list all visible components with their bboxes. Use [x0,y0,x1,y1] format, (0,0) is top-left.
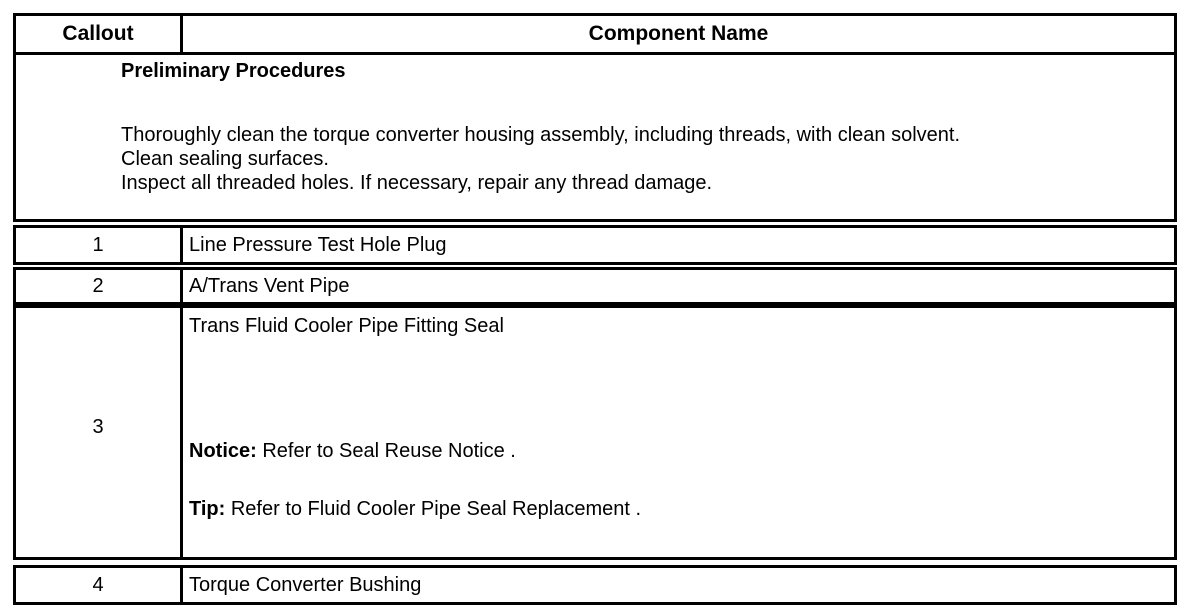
table-row-name: Line Pressure Test Hole Plug [180,225,1177,265]
table-row-callout: 3 [13,305,183,560]
preliminary-line: Inspect all threaded holes. If necessary, repair any thread damage. [121,172,713,194]
table-row-name: Trans Fluid Cooler Pipe Fitting Seal [189,315,504,337]
tip-text: Refer to Fluid Cooler Pipe Seal Replacement . [225,498,642,520]
notice-text: Refer to Seal Reuse Notice . [256,440,516,462]
tip-line [189,498,641,521]
table-row-callout: 1 [13,225,183,265]
preliminary-line: Thoroughly clean the torque converter housing assembly, including threads, with clean solvent. [121,124,960,146]
preliminary-line: Clean sealing surfaces. [121,148,329,170]
table-row-name: Torque Converter Bushing [180,565,1177,605]
parts-table [13,13,1177,605]
callout-header: Callout [13,13,183,55]
notice-label: Notice: [189,440,257,462]
tip-label: Tip: [189,498,226,520]
table-row-callout: 2 [13,267,183,305]
table-row-name: A/Trans Vent Pipe [180,267,1177,305]
table-row-callout: 4 [13,565,183,605]
table-row-name-detail [180,305,1177,560]
component-name-header: Component Name [180,13,1177,55]
notice-line [189,440,516,463]
preliminary-title: Preliminary Procedures [121,60,346,82]
preliminary-procedures [13,52,1177,222]
